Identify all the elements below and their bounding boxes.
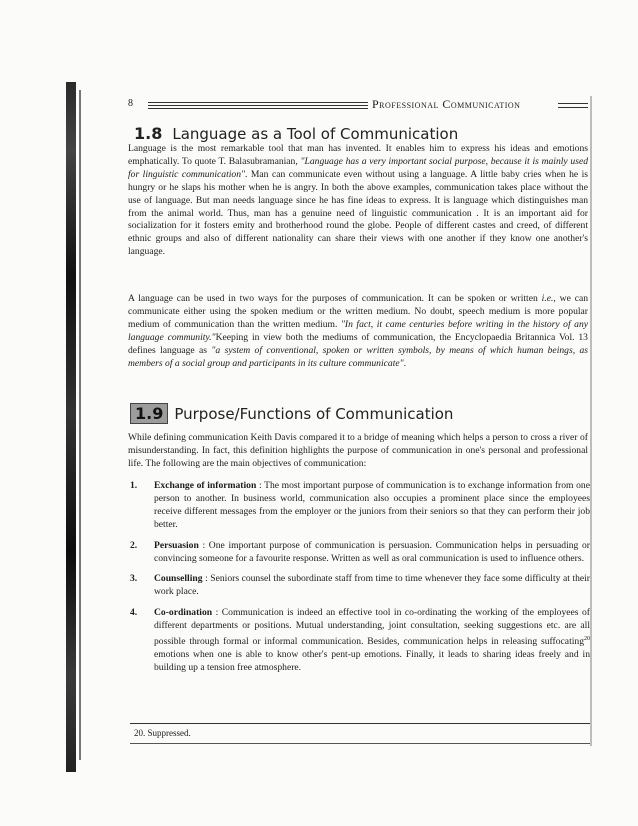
quotation: "In fact, it came centuries before writing in the history of any language community.": [128, 318, 588, 343]
paragraph-purpose-intro: While defining communication Keith Davis compared it to a bridge of meaning which helps a person to cross a river of misunderstanding. In fact, this definition highlights the purpose of communication in one's personal and professional life. The following are the main objectives of communication:: [128, 432, 588, 469]
binding-shadow: [79, 90, 81, 760]
item-number: 2.: [130, 539, 138, 551]
section-title: Purpose/Functions of Communication: [174, 404, 454, 423]
footnote-marker: 20: [584, 636, 590, 643]
text-run: .: [403, 357, 407, 369]
section-heading-1-8: [130, 124, 458, 143]
footnote: 20. Suppressed.: [134, 728, 191, 738]
paragraph-spoken-written: [128, 293, 588, 370]
item-body: [154, 573, 590, 599]
text-run: Keeping in view both the mediums of communication, the Encyclopaedia Britannica Vol. 13 defines language as: [128, 331, 588, 356]
list-item: [130, 480, 590, 532]
list-item: [130, 573, 590, 599]
item-body: [154, 480, 590, 532]
item-number: 3.: [130, 573, 138, 585]
header-rule-mid: [148, 105, 368, 106]
list-item: [130, 540, 590, 566]
list-item: [130, 607, 590, 675]
section-title: Language as a Tool of Communication: [172, 124, 459, 143]
header-rule-right-bottom: [558, 107, 588, 108]
item-number: 1.: [130, 480, 138, 491]
footnote-rule: [130, 723, 590, 724]
item-term: Persuasion: [154, 539, 199, 551]
section-number: 1.9: [130, 403, 168, 424]
page-number: 8: [128, 98, 133, 109]
section-heading-1-9: [130, 403, 453, 424]
item-text: : Communication is indeed an effective tool in co-ordinating the working of the employees of different departments or positions. Mutual understanding, joint consultation, seeking suggestions etc. are all possible through formal or informal communication. Besides, communication helps in releasing suffocating: [154, 607, 590, 648]
item-text-continued: emotions when one is able to know other's pent-up emotions. Finally, it leads to sharing ideas freely and in building up a tension free atmosphere.: [154, 649, 590, 674]
quotation: "a system of conventional, spoken or written symbols, by means of which human beings, as members of a social group and participants in its culture communicate": [128, 344, 588, 369]
item-text: : One important purpose of communication is persuasion. Communication helps in persuading or convincing someone for a favourite response. Written as well as oral communication is used to influence others.: [154, 539, 590, 564]
item-term: Exchange of information: [154, 480, 257, 491]
section-number: 1.8: [134, 124, 163, 143]
running-head: Professional Communication: [372, 97, 521, 111]
page-header: [128, 97, 590, 113]
text-run: we can communicate either using the spoken medium or the written medium. No doubt, speech medium is more popular medium of communication than the written medium.: [128, 293, 589, 330]
header-rule-bottom: [148, 108, 368, 109]
item-number: 4.: [130, 607, 138, 619]
header-rule-right-top: [558, 103, 588, 104]
item-term: Counselling: [154, 573, 203, 585]
text-run: . Man can communicate even without using a language. A little baby cries when he is hungry or he slaps his mother when he is angry. In both the above examples, communication takes place without the use of language. But man needs language since he has fine ideas to express. It is language which distinguishes man from the animal world. Thus, man has a genuine need of linguistic communication . It is an important aid for socialization for it fosters emity and brotherhood round the globe. People of different castes and creed, of different ethnic groups and also of different nationality can share their views with one another if they know one another's language.: [128, 168, 588, 258]
item-body: [154, 607, 590, 675]
item-term: Co-ordination: [154, 607, 213, 619]
abbreviation: i.e.,: [541, 293, 556, 304]
footer-rule: [130, 743, 590, 744]
objectives-list: [130, 480, 590, 683]
item-text: : The most important purpose of communication is to exchange information from one person to another. In business world, communication also occupies a prominent place since the employees receive different messages from the employer or the juniors from their seniors so that they can perform their job better.: [154, 480, 590, 530]
text-run: Language is the most remarkable tool that man has invented. It enables him to express his ideas and emotions emphatically. To quote T. Balasubramanian,: [128, 143, 588, 167]
book-binding-edge: [66, 82, 76, 772]
text-run: A language can be used in two ways for the purposes of communication. It can be spoken or written: [128, 293, 542, 304]
paragraph-language-tool: [128, 143, 588, 259]
page-right-edge: [590, 96, 592, 746]
quotation: "Language has a very important social purpose, because it is mainly used for linguistic communication": [128, 155, 589, 180]
item-text: : Seniors counsel the subordinate staff from time to time whenever they face some difficulty at their work place.: [154, 573, 590, 598]
header-rule-top: [148, 102, 368, 103]
item-body: [154, 540, 590, 566]
